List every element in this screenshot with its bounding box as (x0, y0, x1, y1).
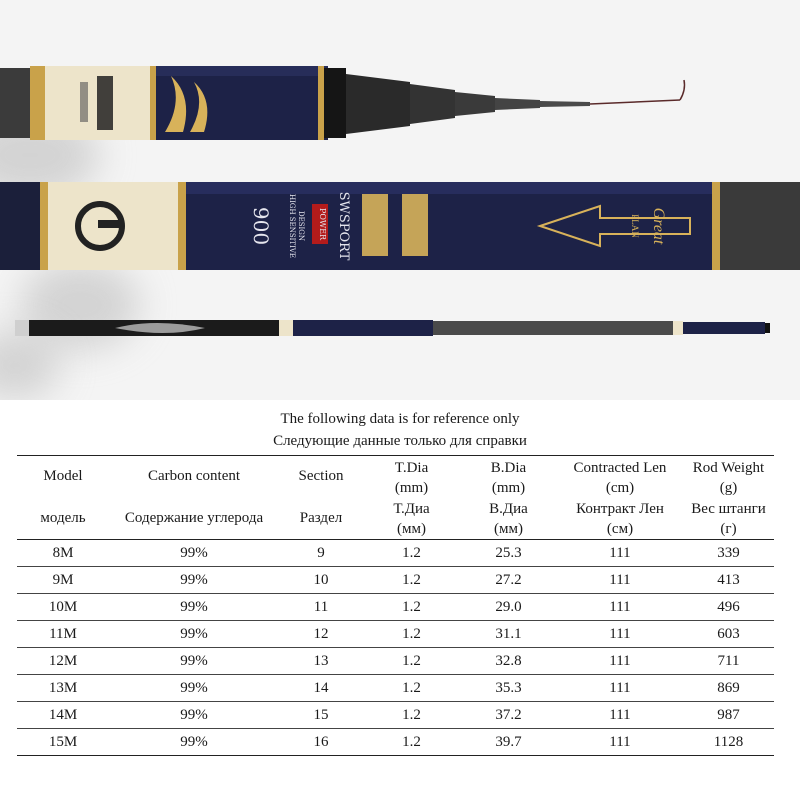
rod-ring (40, 182, 48, 270)
rod-ring (712, 182, 720, 270)
header-section: Section (279, 456, 363, 499)
cell-bdia: 31.1 (460, 621, 557, 648)
cell-tdia: 1.2 (363, 540, 460, 567)
cell-weight: 496 (683, 594, 774, 621)
rod-tech-mark: DESIGN (297, 211, 305, 241)
rod-closeup-butt (0, 180, 800, 272)
table-row (17, 648, 774, 675)
reference-note-en: The following data is for reference only (280, 411, 520, 427)
rod-section (495, 98, 540, 110)
cell-tdia: 1.2 (363, 621, 460, 648)
cell-section: 13 (279, 648, 363, 675)
rod-section (346, 74, 410, 134)
reference-note-ru: Следующие данные только для справки (273, 433, 527, 449)
cell-weight: 1128 (683, 729, 774, 756)
calligraphy-mark (97, 76, 113, 130)
cell-carbon: 99% (109, 540, 279, 567)
header-len (557, 456, 683, 499)
header-section-ru: Раздел (279, 498, 363, 540)
cell-tdia: 1.2 (363, 594, 460, 621)
table-row (17, 594, 774, 621)
rod-section (324, 68, 346, 138)
header-len-unit: (cm) (605, 480, 635, 496)
rod-highlight (186, 182, 720, 194)
rod-blank (683, 322, 765, 334)
table-header-row-ru (17, 498, 774, 540)
cell-bdia: 32.8 (460, 648, 557, 675)
table-row (17, 567, 774, 594)
header-tdia-unit-ru: (мм) (397, 521, 426, 537)
cell-model: 11M (17, 621, 109, 648)
cell-weight: 987 (683, 702, 774, 729)
cell-carbon: 99% (109, 648, 279, 675)
spec-table (17, 455, 774, 756)
rod-ring (318, 66, 324, 140)
cell-model: 15M (17, 729, 109, 756)
header-weight (683, 456, 774, 499)
rod-ring (30, 66, 45, 140)
cell-model: 8M (17, 540, 109, 567)
cell-bdia: 25.3 (460, 540, 557, 567)
header-weight-unit: (g) (719, 480, 738, 496)
cell-weight: 339 (683, 540, 774, 567)
rod-length-mark: 900 (249, 206, 273, 246)
header-tdia-label-ru: Т.Диа (393, 501, 430, 517)
cell-carbon: 99% (109, 567, 279, 594)
rod-ring (150, 66, 156, 140)
cell-weight: 413 (683, 567, 774, 594)
rod-blank (0, 182, 40, 270)
rod-ring (178, 182, 186, 270)
cell-tdia: 1.2 (363, 675, 460, 702)
cell-weight: 603 (683, 621, 774, 648)
header-carbon: Carbon content (109, 456, 279, 499)
table-row (17, 702, 774, 729)
calligraphy-mark (362, 194, 388, 256)
cell-len: 111 (557, 540, 683, 567)
cell-len: 111 (557, 729, 683, 756)
cell-model: 13M (17, 675, 109, 702)
cell-len: 111 (557, 621, 683, 648)
cell-section: 9 (279, 540, 363, 567)
table-row (17, 621, 774, 648)
cell-model: 9M (17, 567, 109, 594)
rod-tip (590, 100, 680, 104)
cell-carbon: 99% (109, 594, 279, 621)
header-weight-unit-ru: (г) (720, 521, 737, 537)
rod-section (540, 101, 590, 107)
rod-highlight (156, 66, 328, 76)
header-len-ru (557, 498, 683, 540)
rod-grip (720, 182, 800, 270)
cell-len: 111 (557, 567, 683, 594)
header-len-label-ru: Контракт Лен (576, 501, 664, 517)
header-model: Model (17, 456, 109, 499)
header-weight-ru (683, 498, 774, 540)
cell-model: 12M (17, 648, 109, 675)
rod-blank (293, 320, 433, 336)
cell-bdia: 29.0 (460, 594, 557, 621)
cell-weight: 869 (683, 675, 774, 702)
cell-tdia: 1.2 (363, 702, 460, 729)
cell-carbon: 99% (109, 621, 279, 648)
calligraphy-mark (402, 194, 428, 256)
cell-carbon: 99% (109, 675, 279, 702)
cell-bdia: 35.3 (460, 675, 557, 702)
header-tdia-label: T.Dia (394, 460, 429, 476)
rod-full-view (15, 316, 770, 340)
rod-closeup-tip (0, 62, 690, 147)
rod-end (765, 323, 770, 333)
rod-tip-line (680, 80, 685, 100)
cell-model: 10M (17, 594, 109, 621)
rod-script-mark: Great (650, 207, 667, 245)
header-tdia-unit: (mm) (394, 480, 429, 496)
cell-len: 111 (557, 702, 683, 729)
table-row (17, 675, 774, 702)
cell-section: 16 (279, 729, 363, 756)
header-bdia-label: B.Dia (490, 460, 527, 476)
header-model-ru: модель (17, 498, 109, 540)
rod-ring (279, 320, 293, 336)
cell-tdia: 1.2 (363, 567, 460, 594)
cell-bdia: 27.2 (460, 567, 557, 594)
rod-grip (0, 68, 30, 138)
header-bdia-unit: (mm) (491, 480, 526, 496)
header-bdia-ru (460, 498, 557, 540)
rod-plan-mark: PLAN (630, 214, 640, 238)
table-row (17, 540, 774, 567)
cell-bdia: 37.2 (460, 702, 557, 729)
cell-carbon: 99% (109, 702, 279, 729)
cell-section: 14 (279, 675, 363, 702)
rod-section (455, 92, 495, 116)
cell-bdia: 39.7 (460, 729, 557, 756)
rod-tech-mark: HIGH SENSITIVE (288, 194, 296, 258)
g-logo-icon (98, 220, 120, 228)
cell-section: 15 (279, 702, 363, 729)
rod-section (410, 84, 455, 124)
cell-section: 11 (279, 594, 363, 621)
cell-model: 14M (17, 702, 109, 729)
header-bdia-label-ru: В.Диа (489, 501, 528, 517)
rod-ring (673, 321, 683, 335)
cell-tdia: 1.2 (363, 648, 460, 675)
rod-brand-mark: SWSPORT (336, 191, 351, 261)
cell-len: 111 (557, 675, 683, 702)
cell-section: 10 (279, 567, 363, 594)
cell-len: 111 (557, 594, 683, 621)
rod-butt-cap (15, 320, 29, 336)
header-bdia (460, 456, 557, 499)
cell-weight: 711 (683, 648, 774, 675)
header-tdia (363, 456, 460, 499)
header-bdia-unit-ru: (мм) (494, 521, 523, 537)
cell-len: 111 (557, 648, 683, 675)
cell-section: 12 (279, 621, 363, 648)
rod-grip (433, 321, 673, 335)
header-len-label: Contracted Len (573, 460, 667, 476)
header-weight-label-ru: Вес штанги (691, 501, 766, 517)
cell-carbon: 99% (109, 729, 279, 756)
power-badge-label: POWER (318, 207, 327, 241)
header-carbon-ru: Содержание углерода (109, 498, 279, 540)
header-len-unit-ru: (см) (606, 521, 634, 537)
table-row (17, 729, 774, 756)
calligraphy-mark (80, 82, 88, 122)
header-tdia-ru (363, 498, 460, 540)
table-header-row-en (17, 456, 774, 499)
cell-tdia: 1.2 (363, 729, 460, 756)
header-weight-label: Rod Weight (692, 460, 765, 476)
